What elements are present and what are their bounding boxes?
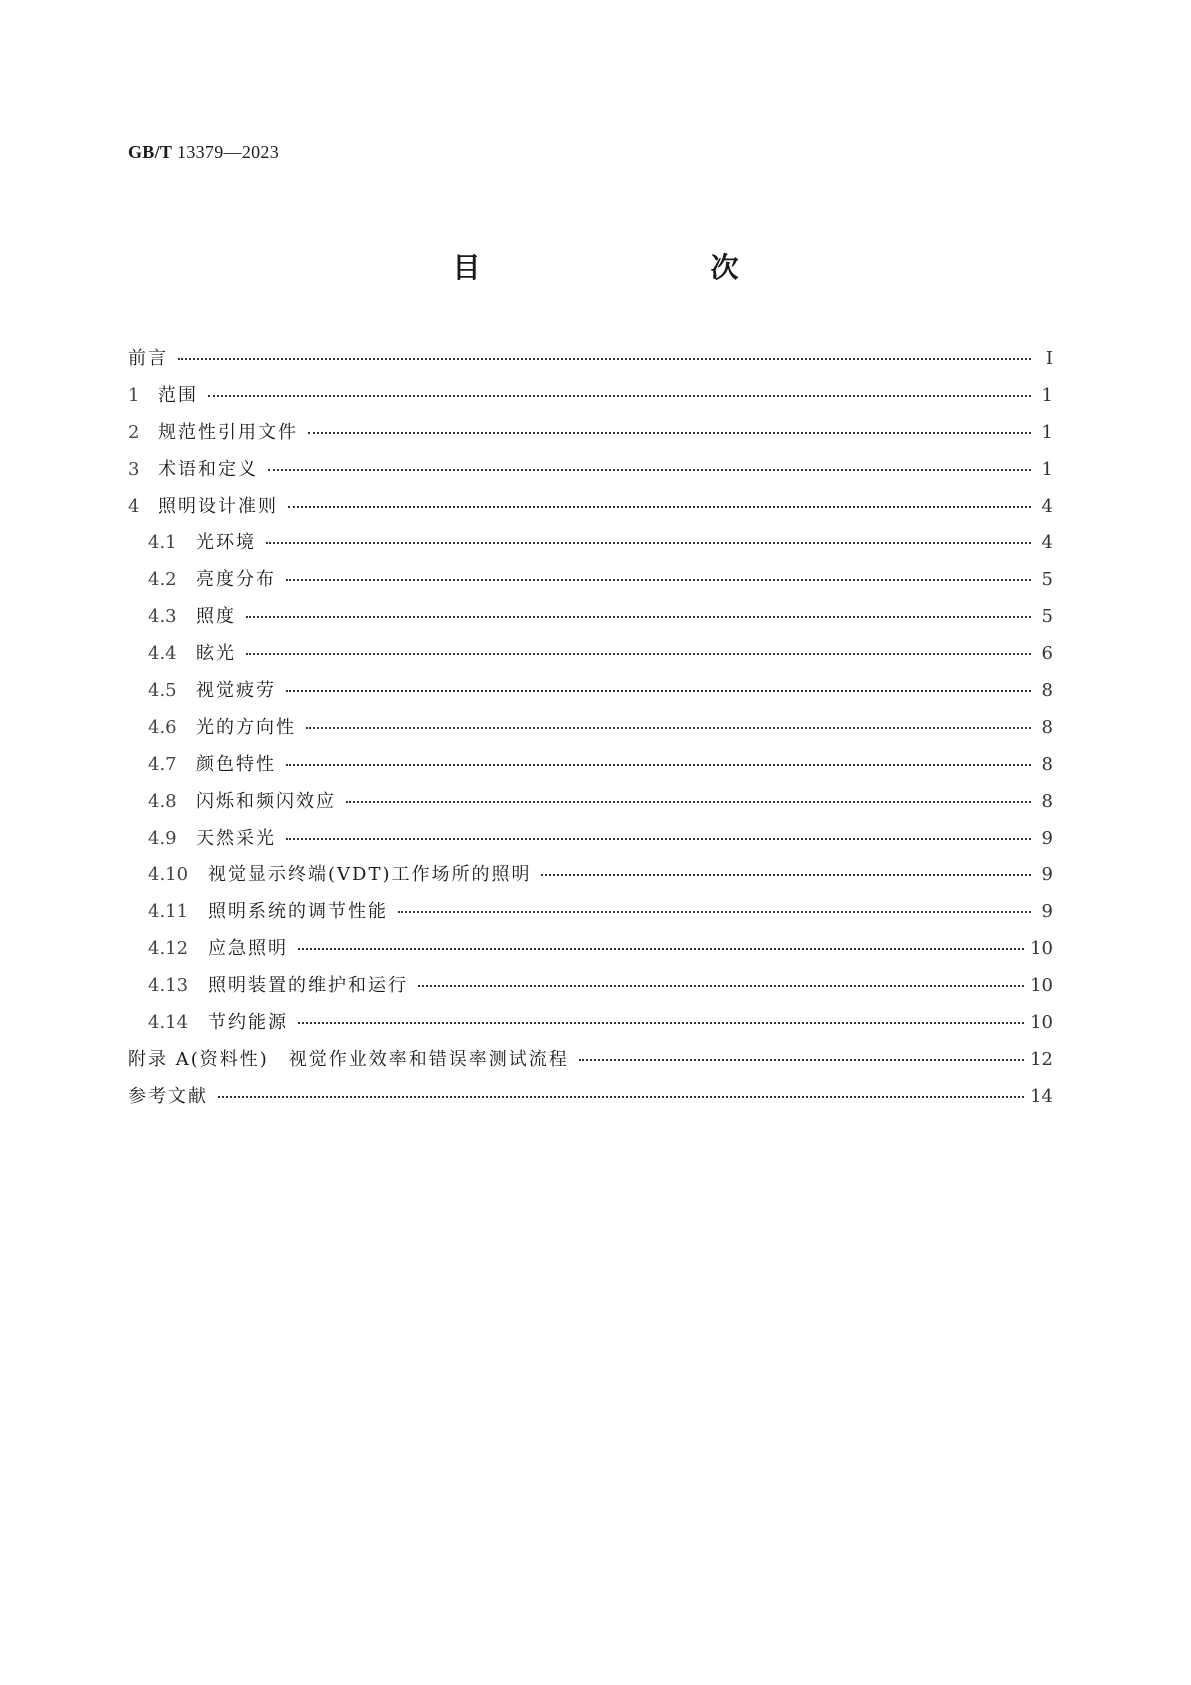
toc-entry-page: 10 bbox=[1030, 975, 1053, 997]
toc-entry-number: 4.6 bbox=[148, 716, 177, 738]
toc-entry-page: 10 bbox=[1030, 938, 1053, 960]
toc-entry-page: 8 bbox=[1041, 716, 1053, 738]
toc-entry-foreword[interactable] bbox=[128, 344, 1053, 381]
toc-entry-4-9[interactable] bbox=[128, 824, 1053, 861]
toc-entry-label: 光的方向性 bbox=[196, 716, 296, 738]
toc-leader-dots bbox=[298, 948, 1024, 950]
toc-entry-4-14[interactable] bbox=[128, 1008, 1053, 1045]
toc-entry-page: 8 bbox=[1041, 680, 1053, 702]
toc-leader-dots bbox=[246, 616, 1031, 618]
toc-entry-bibliography[interactable] bbox=[128, 1082, 1053, 1119]
toc-entry-number: 4.3 bbox=[148, 606, 177, 628]
toc-entry-4-1[interactable] bbox=[128, 528, 1053, 565]
toc-leader-dots bbox=[208, 395, 1031, 397]
toc-entry-label: 眩光 bbox=[196, 643, 236, 665]
toc-entry-number: 4.2 bbox=[148, 569, 177, 591]
toc-entry-label: 应急照明 bbox=[208, 938, 288, 960]
toc-entry-4-6[interactable] bbox=[128, 713, 1053, 750]
toc-entry-page: 8 bbox=[1041, 753, 1053, 775]
toc-leader-dots bbox=[218, 1096, 1024, 1098]
toc-leader-dots bbox=[306, 727, 1031, 729]
toc-entry-page: 9 bbox=[1041, 901, 1053, 923]
toc-entry-page: 4 bbox=[1041, 532, 1053, 554]
toc-leader-dots bbox=[178, 358, 1031, 360]
table-of-contents bbox=[128, 344, 1053, 1119]
toc-entry-label: 照明装置的维护和运行 bbox=[208, 975, 408, 997]
standard-code bbox=[128, 142, 279, 163]
standard-code-prefix: GB/T bbox=[128, 142, 173, 162]
toc-leader-dots bbox=[268, 469, 1031, 471]
toc-leader-dots bbox=[346, 801, 1031, 803]
toc-entry-4-7[interactable] bbox=[128, 750, 1053, 787]
toc-entry-number: 4.9 bbox=[148, 827, 177, 849]
toc-entry-label: 附录 A(资料性) 视觉作业效率和错误率测试流程 bbox=[128, 1048, 569, 1070]
toc-entry-lighting-design-criteria[interactable] bbox=[128, 492, 1053, 529]
toc-entry-label: 范围 bbox=[158, 384, 198, 406]
toc-entry-page: 1 bbox=[1041, 384, 1053, 406]
toc-entry-label: 照明设计准则 bbox=[158, 495, 278, 517]
toc-entry-page: 12 bbox=[1030, 1048, 1053, 1070]
toc-leader-dots bbox=[298, 1022, 1024, 1024]
toc-leader-dots bbox=[418, 985, 1024, 987]
toc-entry-label: 前言 bbox=[128, 348, 168, 369]
page-title: 目 次 bbox=[452, 251, 797, 284]
toc-entry-4-10[interactable] bbox=[128, 860, 1053, 897]
toc-entry-page: 5 bbox=[1041, 569, 1053, 591]
toc-entry-4-2[interactable] bbox=[128, 565, 1053, 602]
toc-entry-number: 4.1 bbox=[148, 532, 177, 554]
toc-leader-dots bbox=[266, 542, 1031, 544]
toc-entry-number: 3 bbox=[128, 458, 140, 480]
toc-entry-label: 天然采光 bbox=[196, 827, 276, 849]
toc-entry-label: 照明系统的调节性能 bbox=[208, 901, 388, 923]
toc-entry-page: 14 bbox=[1030, 1085, 1053, 1107]
toc-entry-4-3[interactable] bbox=[128, 602, 1053, 639]
toc-entry-number: 4.10 bbox=[148, 864, 189, 886]
toc-entry-page: 9 bbox=[1041, 864, 1053, 886]
toc-entry-normative-references[interactable] bbox=[128, 418, 1053, 455]
toc-entry-page: Ⅰ bbox=[1045, 348, 1053, 369]
toc-entry-label: 参考文献 bbox=[128, 1085, 208, 1107]
toc-entry-page: 1 bbox=[1041, 458, 1053, 480]
toc-entry-number: 4.4 bbox=[148, 643, 177, 665]
toc-leader-dots bbox=[246, 653, 1031, 655]
toc-entry-number: 1 bbox=[128, 384, 140, 406]
toc-entry-4-12[interactable] bbox=[128, 934, 1053, 971]
toc-entry-number: 4.7 bbox=[148, 753, 177, 775]
toc-leader-dots bbox=[579, 1059, 1024, 1061]
toc-leader-dots bbox=[308, 432, 1031, 434]
toc-leader-dots bbox=[286, 690, 1031, 692]
toc-entry-label: 颜色特性 bbox=[196, 753, 276, 775]
toc-leader-dots bbox=[288, 506, 1031, 508]
toc-entry-label: 视觉显示终端(VDT)工作场所的照明 bbox=[208, 864, 532, 886]
toc-leader-dots bbox=[286, 764, 1031, 766]
toc-entry-number: 4.12 bbox=[148, 938, 189, 960]
toc-entry-page: 5 bbox=[1041, 606, 1053, 628]
toc-entry-label: 规范性引用文件 bbox=[158, 421, 298, 443]
toc-leader-dots bbox=[541, 874, 1031, 876]
toc-entry-page: 10 bbox=[1030, 1012, 1053, 1034]
toc-entry-number: 4 bbox=[128, 495, 140, 517]
toc-entry-terms-definitions[interactable] bbox=[128, 455, 1053, 492]
toc-entry-page: 9 bbox=[1041, 827, 1053, 849]
toc-entry-number: 4.13 bbox=[148, 975, 189, 997]
toc-entry-number: 4.8 bbox=[148, 790, 177, 812]
toc-entry-number: 4.5 bbox=[148, 680, 177, 702]
standard-code-number: 13379—2023 bbox=[177, 142, 280, 162]
toc-entry-4-13[interactable] bbox=[128, 971, 1053, 1008]
toc-entry-page: 8 bbox=[1041, 790, 1053, 812]
toc-entry-page: 6 bbox=[1041, 643, 1053, 665]
toc-entry-number: 4.14 bbox=[148, 1012, 189, 1034]
toc-entry-number: 2 bbox=[128, 421, 140, 443]
toc-entry-4-11[interactable] bbox=[128, 897, 1053, 934]
toc-entry-page: 1 bbox=[1041, 421, 1053, 443]
toc-entry-annex-a[interactable] bbox=[128, 1045, 1053, 1082]
toc-entry-number: 4.11 bbox=[148, 901, 189, 923]
toc-entry-scope[interactable] bbox=[128, 381, 1053, 418]
toc-entry-label: 视觉疲劳 bbox=[196, 680, 276, 702]
toc-entry-page: 4 bbox=[1041, 495, 1053, 517]
toc-entry-label: 照度 bbox=[196, 606, 236, 628]
toc-leader-dots bbox=[286, 579, 1031, 581]
toc-entry-label: 节约能源 bbox=[208, 1012, 288, 1034]
toc-entry-label: 闪烁和频闪效应 bbox=[196, 790, 336, 812]
toc-leader-dots bbox=[286, 838, 1031, 840]
toc-entry-4-8[interactable] bbox=[128, 787, 1053, 824]
toc-entry-4-5[interactable] bbox=[128, 676, 1053, 713]
toc-entry-4-4[interactable] bbox=[128, 639, 1053, 676]
toc-entry-label: 术语和定义 bbox=[158, 458, 258, 480]
toc-entry-label: 光环境 bbox=[196, 532, 256, 554]
toc-leader-dots bbox=[398, 911, 1031, 913]
toc-entry-label: 亮度分布 bbox=[196, 569, 276, 591]
